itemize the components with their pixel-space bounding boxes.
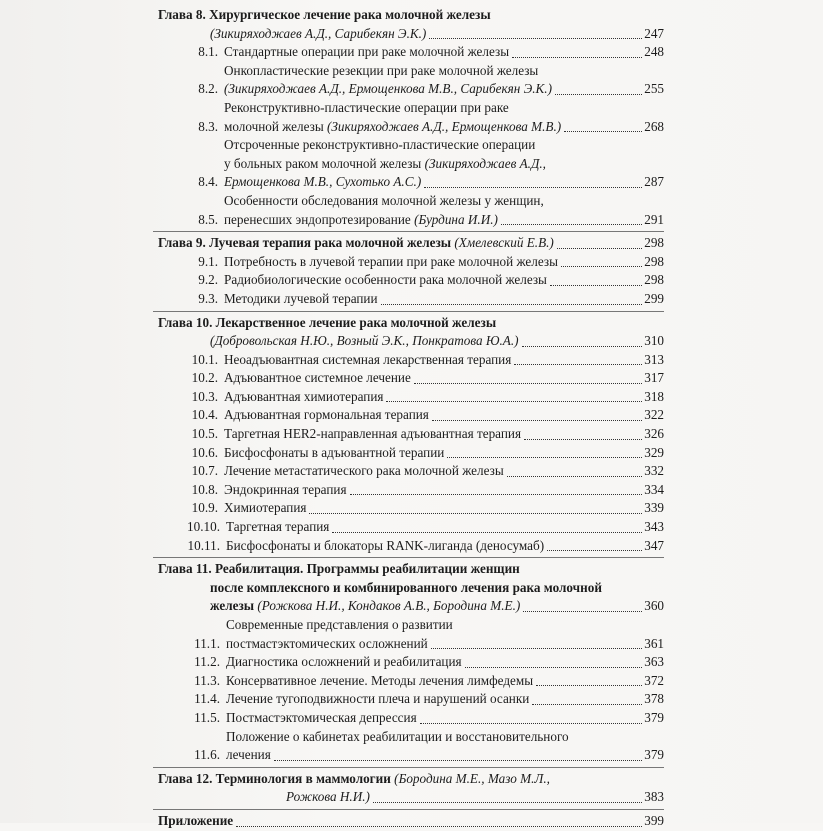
section-authors: (Зикиряходжаев А.Д., xyxy=(424,155,546,171)
dot-leader xyxy=(512,57,642,58)
section-number: 10.11. xyxy=(187,537,220,553)
chapter-title-cont: после комплексного и комбинированного лечения рака молочной xyxy=(210,579,602,595)
page-number: 313 xyxy=(644,351,664,367)
section-title: Лечение тугоподвижности плеча и нарушений осанки xyxy=(226,691,530,707)
section-title: Отсроченные реконструктивно-пластические операции xyxy=(224,137,536,153)
section-number: 8.4. xyxy=(198,174,218,190)
dot-leader xyxy=(501,224,642,225)
section-title: Бисфосфонаты в адъювантной терапии xyxy=(224,444,445,460)
section-number: 9.3. xyxy=(198,290,218,306)
page-number: 291 xyxy=(644,211,664,227)
toc-section-10-7[interactable] xyxy=(158,462,664,481)
page-number: 298 xyxy=(644,235,664,251)
toc-section-10-3[interactable] xyxy=(158,388,664,407)
dot-leader xyxy=(431,648,643,649)
toc-section-10-11[interactable] xyxy=(158,537,664,556)
chapter-title-cont: железы xyxy=(210,598,255,614)
section-number: 10.3. xyxy=(191,388,218,404)
section-number: 8.3. xyxy=(198,118,218,134)
section-title: Таргетная терапия xyxy=(226,519,330,535)
toc-chapter-8[interactable] xyxy=(158,6,664,43)
section-number: 8.1. xyxy=(198,44,218,60)
toc-section-8-3[interactable] xyxy=(158,99,664,136)
toc-section-10-9[interactable] xyxy=(158,499,664,518)
section-number: 10.6. xyxy=(191,444,218,460)
section-title: Таргетная HER2-направленная адъювантная терапия xyxy=(224,426,522,442)
dot-leader xyxy=(447,457,642,458)
section-title-cont: молочной железы xyxy=(224,118,324,134)
section-authors-cont: Ермощенкова М.В., Сухотько А.С.) xyxy=(224,174,422,190)
section-number: 11.6. xyxy=(194,747,220,763)
dot-leader xyxy=(514,364,642,365)
page-number: 326 xyxy=(644,426,664,442)
section-title: Лечение метастатического рака молочной железы xyxy=(224,463,504,479)
table-of-contents xyxy=(158,6,664,831)
chapter-title: Глава 12. Терминология в маммологии xyxy=(158,770,391,786)
dot-leader xyxy=(414,383,642,384)
chapter-authors: (Добровольская Н.Ю., Возный Э.К., Понкратова Ю.А.) xyxy=(210,333,519,349)
toc-section-9-3[interactable] xyxy=(158,290,664,309)
divider xyxy=(153,809,664,810)
dot-leader xyxy=(532,704,642,705)
chapter-title: Глава 11. Реабилитация. Программы реабилитации женщин xyxy=(158,561,520,577)
section-title: Положение о кабинетах реабилитации и восстановительного xyxy=(226,728,569,744)
dot-leader xyxy=(350,494,643,495)
chapter-authors: (Зикиряходжаев А.Д., Сарибекян Э.К.) xyxy=(210,25,427,41)
page-number: 379 xyxy=(644,709,664,725)
section-number: 10.9. xyxy=(191,500,218,516)
section-title: Методики лучевой терапии xyxy=(224,290,378,306)
dot-leader xyxy=(507,476,643,477)
section-authors: (Бурдина И.И.) xyxy=(414,211,498,227)
dot-leader xyxy=(564,131,642,132)
chapter-title: Глава 10. Лекарственное лечение рака молочной железы xyxy=(158,314,497,330)
chapter-title: Глава 9. Лучевая терапия рака молочной железы xyxy=(158,235,452,251)
toc-section-9-2[interactable] xyxy=(158,271,664,290)
section-title: Стандартные операции при раке молочной железы xyxy=(224,44,510,60)
toc-section-11-6[interactable] xyxy=(158,728,664,765)
page-number: 247 xyxy=(644,25,664,41)
section-title: Реконструктивно-пластические операции при раке xyxy=(224,99,509,115)
page-number: 298 xyxy=(644,272,664,288)
page-number: 298 xyxy=(644,253,664,269)
section-number: 9.2. xyxy=(198,272,218,288)
toc-section-10-8[interactable] xyxy=(158,481,664,500)
section-title-cont: лечения xyxy=(226,747,271,763)
toc-section-11-2[interactable] xyxy=(158,653,664,672)
page-number: 361 xyxy=(644,635,664,651)
dot-leader xyxy=(432,420,642,421)
section-number: 10.1. xyxy=(191,351,218,367)
chapter-authors: (Рожкова Н.И., Кондаков А.В., Бородина М.Е.) xyxy=(257,598,521,614)
dot-leader xyxy=(522,346,643,347)
toc-section-10-4[interactable] xyxy=(158,406,664,425)
section-number: 8.5. xyxy=(198,211,218,227)
page-number: 383 xyxy=(644,789,664,805)
page-number: 399 xyxy=(644,812,664,828)
chapter-authors-cont: Рожкова Н.И.) xyxy=(286,789,370,805)
toc-section-8-1[interactable] xyxy=(158,43,664,62)
section-number: 10.4. xyxy=(191,407,218,423)
section-title: Диагностика осложнений и реабилитация xyxy=(226,654,462,670)
section-title: Эндокринная терапия xyxy=(224,481,347,497)
section-number: 10.5. xyxy=(191,426,218,442)
toc-section-10-6[interactable] xyxy=(158,444,664,463)
page-number: 310 xyxy=(644,333,664,349)
page-number: 347 xyxy=(644,537,664,553)
section-title: Современные представления о развитии xyxy=(226,617,453,632)
page-number: 339 xyxy=(644,500,664,516)
section-number: 10.7. xyxy=(191,463,218,479)
toc-section-9-1[interactable] xyxy=(158,253,664,272)
page-number: 360 xyxy=(644,598,664,614)
dot-leader xyxy=(547,550,642,551)
toc-chapter-11[interactable] xyxy=(158,560,664,616)
toc-chapter-10[interactable] xyxy=(158,314,664,351)
toc-section-10-1[interactable] xyxy=(158,351,664,370)
dot-leader xyxy=(424,187,642,188)
section-title: Адъювантная гормональная терапия xyxy=(224,407,429,423)
dot-leader xyxy=(429,38,642,39)
section-number: 11.2. xyxy=(194,654,220,670)
page-number: 379 xyxy=(644,747,664,763)
page-number: 268 xyxy=(644,118,664,134)
section-number: 9.1. xyxy=(198,253,218,269)
toc-section-11-1[interactable] xyxy=(158,616,664,653)
dot-leader xyxy=(557,248,642,249)
section-number: 10.8. xyxy=(191,481,218,497)
section-number: 10.10. xyxy=(187,519,220,535)
dot-leader xyxy=(561,266,642,267)
page-number: 318 xyxy=(644,388,664,404)
page-number: 378 xyxy=(644,691,664,707)
page-number: 287 xyxy=(644,174,664,190)
section-number: 11.3. xyxy=(194,672,220,688)
section-title: Неоадъювантная системная лекарственная терапия xyxy=(224,351,512,367)
appendix-title: Приложение xyxy=(158,812,234,828)
chapter-authors: (Хмелевский Е.В.) xyxy=(454,235,554,251)
dot-leader xyxy=(381,304,643,305)
page-number: 248 xyxy=(644,44,664,60)
toc-appendix[interactable] xyxy=(158,812,664,831)
divider xyxy=(153,311,664,312)
section-title: Постмастэктомическая депрессия xyxy=(226,709,417,725)
divider xyxy=(153,767,664,768)
dot-leader xyxy=(536,685,642,686)
section-title-cont: перенесших эндопротезирование xyxy=(224,211,411,227)
page-number: 299 xyxy=(644,290,664,306)
dot-leader xyxy=(523,611,642,612)
dot-leader xyxy=(550,285,642,286)
toc-section-10-5[interactable] xyxy=(158,425,664,444)
page-number: 329 xyxy=(644,444,664,460)
dot-leader xyxy=(555,94,642,95)
page-number: 317 xyxy=(644,370,664,386)
section-number: 11.1. xyxy=(194,635,220,651)
page-number: 334 xyxy=(644,481,664,497)
dot-leader xyxy=(465,667,643,668)
section-title: Химиотерапия xyxy=(224,500,307,516)
page-number: 343 xyxy=(644,519,664,535)
toc-section-10-2[interactable] xyxy=(158,369,664,388)
section-title: Адъювантная химиотерапия xyxy=(224,388,384,404)
toc-chapter-12[interactable] xyxy=(158,770,664,807)
toc-section-11-3[interactable] xyxy=(158,672,664,691)
toc-section-8-4[interactable] xyxy=(158,136,664,192)
toc-section-8-2[interactable] xyxy=(158,62,664,99)
section-title: Радиобиологические особенности рака молочной железы xyxy=(224,272,547,288)
page-number: 332 xyxy=(644,463,664,479)
toc-section-10-10[interactable] xyxy=(158,518,664,537)
page-number: 372 xyxy=(644,672,664,688)
section-number: 8.2. xyxy=(198,81,218,97)
section-title: Бисфосфонаты и блокаторы RANK-лиганда (деносумаб) xyxy=(226,537,545,553)
section-title: Онкопластические резекции при раке молочной железы xyxy=(224,62,539,78)
dot-leader xyxy=(236,826,642,827)
section-authors: (Зикиряходжаев А.Д., Ермощенкова М.В., Сарибекян Э.К.) xyxy=(224,81,552,97)
toc-section-8-5[interactable] xyxy=(158,192,664,229)
toc-section-11-5[interactable] xyxy=(158,709,664,728)
toc-chapter-9[interactable] xyxy=(158,234,664,253)
section-title: Адъювантное системное лечение xyxy=(224,370,411,386)
section-title-cont: у больных раком молочной железы xyxy=(224,155,422,171)
chapter-title: Глава 8. Хирургическое лечение рака молочной железы xyxy=(158,7,491,22)
dot-leader xyxy=(274,760,642,761)
section-title: Особенности обследования молочной железы у женщин, xyxy=(224,192,544,208)
section-number: 11.5. xyxy=(194,709,220,725)
toc-section-11-4[interactable] xyxy=(158,690,664,709)
section-title: Потребность в лучевой терапии при раке молочной железы xyxy=(224,253,558,269)
page-number: 255 xyxy=(644,81,664,97)
dot-leader xyxy=(386,401,642,402)
section-title-cont: постмастэктомических осложнений xyxy=(226,635,428,651)
section-title: Консервативное лечение. Методы лечения лимфедемы xyxy=(226,672,534,688)
dot-leader xyxy=(373,802,642,803)
dot-leader xyxy=(420,723,643,724)
chapter-authors: (Бородина М.Е., Мазо М.Л., xyxy=(394,770,550,786)
dot-leader xyxy=(309,513,642,514)
chapter-10-sections xyxy=(158,351,664,556)
divider xyxy=(153,557,664,558)
section-number: 11.4. xyxy=(194,691,220,707)
section-authors: (Зикиряходжаев А.Д., Ермощенкова М.В.) xyxy=(327,118,562,134)
page-number: 322 xyxy=(644,407,664,423)
page-number: 363 xyxy=(644,654,664,670)
dot-leader xyxy=(332,532,642,533)
section-number: 10.2. xyxy=(191,370,218,386)
dot-leader xyxy=(524,439,642,440)
divider xyxy=(153,231,664,232)
